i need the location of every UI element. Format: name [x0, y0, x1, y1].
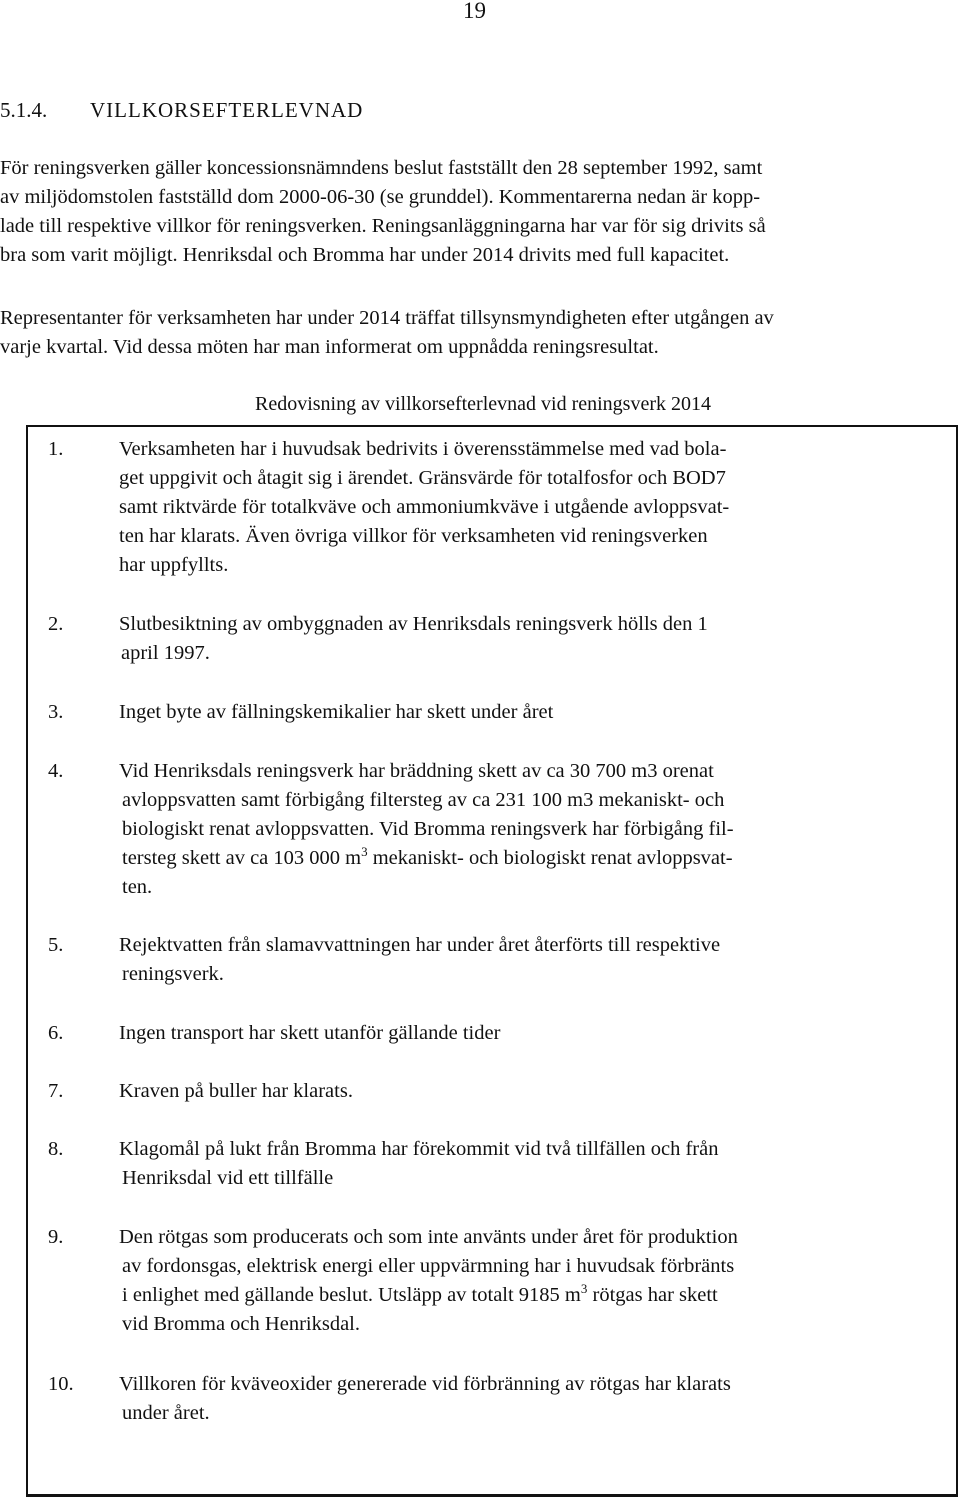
section-title: VILLKORSEFTERLEVNAD: [90, 98, 364, 122]
paragraph-line: varje kvartal. Vid dessa möten har man informerat om uppnådda reningsresultat.: [0, 336, 659, 358]
item-number: 1.: [48, 438, 64, 460]
item-line: Kraven på buller har klarats.: [119, 1080, 353, 1102]
item-text: [119, 610, 708, 668]
item-text: [119, 757, 734, 902]
item-line: vid Bromma och Henriksdal.: [122, 1313, 360, 1335]
item-line: Vid Henriksdals reningsverk har bräddning skett av ca 30 700 m3 orenat: [119, 760, 714, 782]
table-caption: Redovisning av villkorsefterlevnad vid reningsverk 2014: [254, 393, 711, 415]
paragraph-line: av miljödomstolen fastställd dom 2000-06-30 (se grunddel). Kommentarerna nedan är kopp-: [0, 186, 761, 208]
section-heading: [0, 98, 363, 123]
item-line: Klagomål på lukt från Bromma har förekommit vid två tillfällen och från: [119, 1138, 719, 1160]
item-text: [119, 1135, 718, 1193]
item-line: ten har klarats. Även övriga villkor för verksamheten vid reningsverken: [119, 525, 708, 547]
paragraph-line: För reningsverken gäller koncessionsnämndens beslut fastställt den 28 september 1992, samt: [0, 157, 763, 179]
item-number: 5.: [48, 934, 64, 956]
item-text: [119, 698, 553, 727]
page-number: 19: [463, 0, 486, 23]
item-line: har uppfyllts.: [119, 554, 229, 576]
item-text: [119, 1223, 738, 1339]
item-line: Verksamheten har i huvudsak bedrivits i överensstämmelse med vad bola-: [119, 438, 727, 460]
item-number: 7.: [48, 1080, 64, 1102]
item-line: Den rötgas som producerats och som inte använts under året för produktion: [119, 1226, 738, 1248]
item-number: 2.: [48, 613, 64, 635]
item-line: Rejektvatten från slamavvattningen har under året återförts till respektive: [119, 934, 721, 956]
item-line: i enlighet med gällande beslut. Utsläpp av totalt 9185 $m^3$ rötgas har skett: [122, 1281, 718, 1306]
intro-paragraph: [0, 154, 766, 270]
item-line: samt riktvärde för totalkväve och ammoniumkväve i utgående avloppsvat-: [119, 496, 730, 518]
item-number: 6.: [48, 1022, 64, 1044]
item-line: Henriksdal vid ett tillfälle: [122, 1167, 334, 1189]
item-number: 9.: [48, 1226, 64, 1248]
item-line: Villkoren för kväveoxider genererade vid förbränning av rötgas har klarats: [119, 1373, 731, 1395]
item-line: Slutbesiktning av ombyggnaden av Henriksdals reningsverk hölls den 1: [119, 613, 708, 635]
item-number: 3.: [48, 701, 64, 723]
item-text: [119, 1019, 500, 1048]
item-text: [119, 435, 729, 580]
paragraph-line: Representanter för verksamheten har under 2014 träffat tillsynsmyndigheten efter utgången av: [0, 307, 774, 329]
item-line: avloppsvatten samt förbigång filtersteg av ca 231 100 m3 mekaniskt- och: [122, 789, 725, 811]
item-text: [119, 931, 720, 989]
meetings-paragraph: [0, 304, 774, 362]
item-number: 10.: [48, 1373, 74, 1395]
item-line: get uppgivit och åtagit sig i ärendet. Gränsvärde för totalfosfor och BOD7: [119, 467, 726, 489]
item-text: [119, 1077, 353, 1106]
item-line: ten.: [122, 876, 153, 898]
item-line: Inget byte av fällningskemikalier har skett under året: [119, 701, 554, 723]
item-line: reningsverk.: [122, 963, 224, 985]
item-line: Ingen transport har skett utanför gällande tider: [119, 1022, 501, 1044]
item-line: april 1997.: [121, 642, 210, 664]
item-line: under året.: [122, 1402, 210, 1424]
item-text: [119, 1370, 731, 1428]
item-line: tersteg skett av ca 103 000 $m^3$ mekaniskt- och biologiskt renat avloppsvat-: [122, 844, 733, 869]
item-number: 8.: [48, 1138, 64, 1160]
item-line: biologiskt renat avloppsvatten. Vid Bromma reningsverk har förbigång fil-: [122, 818, 734, 840]
section-number: 5.1.4.: [0, 98, 48, 122]
item-number: 4.: [48, 760, 64, 782]
item-line: av fordonsgas, elektrisk energi eller uppvärmning har i huvudsak förbränts: [122, 1255, 735, 1277]
paragraph-line: bra som varit möjligt. Henriksdal och Bromma har under 2014 drivits med full kapacitet.: [0, 244, 730, 266]
paragraph-line: lade till respektive villkor för reningsverken. Reningsanläggningarna har var för sig drivits så: [0, 215, 766, 237]
